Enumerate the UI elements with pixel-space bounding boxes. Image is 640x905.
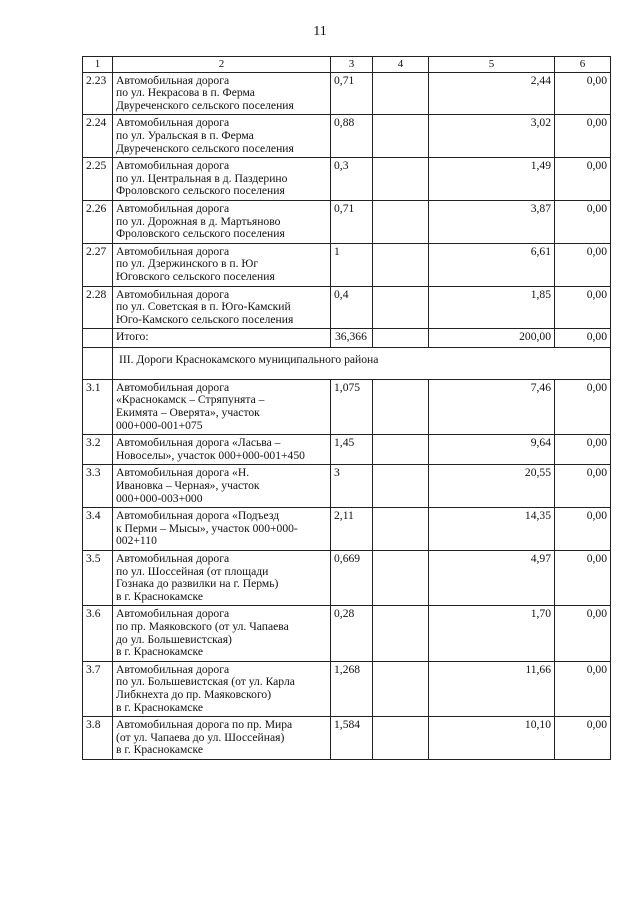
header-cell: 6 (555, 57, 611, 73)
length-cell: 0,4 (331, 286, 373, 329)
row-number-cell: 3.3 (83, 465, 113, 508)
total-label-cell: Итого: (113, 329, 331, 348)
table-row (83, 508, 611, 551)
row-number-cell: 3.7 (83, 661, 113, 716)
road-name-cell: Автомобильная дорога по ул. Некрасова в п. Ферма Двуреченского сельского поселения (113, 72, 331, 115)
length-cell: 1,45 (331, 435, 373, 465)
column-4-cell (373, 508, 429, 551)
table-row (83, 243, 611, 286)
row-number-cell: 3.6 (83, 606, 113, 661)
road-name-cell: Автомобильная дорога по ул. Дзержинского в п. Юг Юговского сельского поселения (113, 243, 331, 286)
length-cell: 0,28 (331, 606, 373, 661)
column-5-cell: 6,61 (429, 243, 555, 286)
column-6-cell: 0,00 (555, 551, 611, 606)
table-row (83, 115, 611, 158)
length-cell: 3 (331, 465, 373, 508)
length-cell: 0,669 (331, 551, 373, 606)
length-cell: 0,88 (331, 115, 373, 158)
table-row (83, 661, 611, 716)
road-name-cell: Автомобильная дорога «Подъезд к Перми – Мысы», участок 000+000- 002+110 (113, 508, 331, 551)
column-5-cell: 2,44 (429, 72, 555, 115)
column-6-cell: 0,00 (555, 508, 611, 551)
road-name-cell: Автомобильная дорога «Н. Ивановка – Черная», участок 000+000-003+000 (113, 465, 331, 508)
total-empty-cell (373, 329, 429, 348)
road-name-cell: Автомобильная дорога «Краснокамск – Стряпунята – Екимята – Оверята», участок 000+000-001+075 (113, 379, 331, 434)
column-6-cell: 0,00 (555, 158, 611, 201)
table-body (83, 57, 611, 760)
table-row (83, 286, 611, 329)
row-number-cell: 3.4 (83, 508, 113, 551)
length-cell: 1,268 (331, 661, 373, 716)
column-6-cell: 0,00 (555, 243, 611, 286)
column-4-cell (373, 200, 429, 243)
road-name-cell: Автомобильная дорога по ул. Советская в п. Юго-Камский Юго-Камского сельского поселения (113, 286, 331, 329)
table-row (83, 72, 611, 115)
row-number-cell: 2.28 (83, 286, 113, 329)
table-row (83, 435, 611, 465)
column-5-cell: 20,55 (429, 465, 555, 508)
column-5-cell: 3,87 (429, 200, 555, 243)
total-column-5-cell: 200,00 (429, 329, 555, 348)
column-4-cell (373, 465, 429, 508)
table-header-row (83, 57, 611, 73)
row-number-cell: 2.24 (83, 115, 113, 158)
column-6-cell: 0,00 (555, 661, 611, 716)
total-column-6-cell: 0,00 (555, 329, 611, 348)
column-5-cell: 10,10 (429, 717, 555, 760)
column-4-cell (373, 606, 429, 661)
column-5-cell: 1,70 (429, 606, 555, 661)
row-number-cell: 2.23 (83, 72, 113, 115)
table-row (83, 200, 611, 243)
column-4-cell (373, 72, 429, 115)
length-cell: 0,71 (331, 200, 373, 243)
column-6-cell: 0,00 (555, 606, 611, 661)
road-name-cell: Автомобильная дорога «Ласьва – Новоселы», участок 000+000-001+450 (113, 435, 331, 465)
total-row (83, 329, 611, 348)
length-cell: 1 (331, 243, 373, 286)
column-6-cell: 0,00 (555, 435, 611, 465)
header-cell: 4 (373, 57, 429, 73)
column-6-cell: 0,00 (555, 115, 611, 158)
section-empty-cell (83, 348, 113, 380)
column-5-cell: 1,85 (429, 286, 555, 329)
column-4-cell (373, 717, 429, 760)
table-row (83, 717, 611, 760)
column-6-cell: 0,00 (555, 286, 611, 329)
total-length-cell: 36,366 (331, 329, 373, 348)
row-number-cell: 2.26 (83, 200, 113, 243)
length-cell: 0,3 (331, 158, 373, 201)
road-name-cell: Автомобильная дорога по пр. Маяковского (от ул. Чапаева до ул. Большевистская) в г. Краснокамске (113, 606, 331, 661)
length-cell: 0,71 (331, 72, 373, 115)
road-name-cell: Автомобильная дорога по ул. Дорожная в д. Мартьяново Фроловского сельского поселения (113, 200, 331, 243)
table-row (83, 379, 611, 434)
column-5-cell: 14,35 (429, 508, 555, 551)
page-number: 11 (313, 24, 327, 39)
length-cell: 1,584 (331, 717, 373, 760)
column-5-cell: 7,46 (429, 379, 555, 434)
table-row (83, 551, 611, 606)
section-title: III. Дороги Краснокамского муниципального района (113, 348, 611, 380)
column-6-cell: 0,00 (555, 72, 611, 115)
header-cell: 3 (331, 57, 373, 73)
column-4-cell (373, 158, 429, 201)
table-row (83, 158, 611, 201)
road-name-cell: Автомобильная дорога по пр. Мира (от ул. Чапаева до ул. Шоссейная) в г. Краснокамске (113, 717, 331, 760)
road-name-cell: Автомобильная дорога по ул. Уральская в п. Ферма Двуреченского сельского поселения (113, 115, 331, 158)
section-row (83, 348, 611, 380)
header-cell: 5 (429, 57, 555, 73)
table-row (83, 606, 611, 661)
row-number-cell: 3.5 (83, 551, 113, 606)
column-4-cell (373, 379, 429, 434)
header-cell: 2 (113, 57, 331, 73)
column-4-cell (373, 661, 429, 716)
column-6-cell: 0,00 (555, 465, 611, 508)
row-number-cell: 2.27 (83, 243, 113, 286)
road-name-cell: Автомобильная дорога по ул. Большевистская (от ул. Карла Либкнехта до пр. Маяковского) в г. Краснокамске (113, 661, 331, 716)
column-5-cell: 9,64 (429, 435, 555, 465)
row-number-cell: 2.25 (83, 158, 113, 201)
column-4-cell (373, 115, 429, 158)
column-4-cell (373, 243, 429, 286)
header-cell: 1 (83, 57, 113, 73)
column-4-cell (373, 286, 429, 329)
row-number-cell: 3.1 (83, 379, 113, 434)
column-6-cell: 0,00 (555, 200, 611, 243)
column-5-cell: 1,49 (429, 158, 555, 201)
length-cell: 1,075 (331, 379, 373, 434)
column-6-cell: 0,00 (555, 379, 611, 434)
roads-table (82, 56, 611, 760)
column-5-cell: 4,97 (429, 551, 555, 606)
table-row (83, 465, 611, 508)
length-cell: 2,11 (331, 508, 373, 551)
total-empty-cell (83, 329, 113, 348)
row-number-cell: 3.2 (83, 435, 113, 465)
column-4-cell (373, 551, 429, 606)
road-name-cell: Автомобильная дорога по ул. Центральная в д. Паздерино Фроловского сельского поселения (113, 158, 331, 201)
column-4-cell (373, 435, 429, 465)
row-number-cell: 3.8 (83, 717, 113, 760)
column-5-cell: 3,02 (429, 115, 555, 158)
column-6-cell: 0,00 (555, 717, 611, 760)
road-name-cell: Автомобильная дорога по ул. Шоссейная (от площади Гознака до развилки на г. Пермь) в г. Краснокамске (113, 551, 331, 606)
column-5-cell: 11,66 (429, 661, 555, 716)
